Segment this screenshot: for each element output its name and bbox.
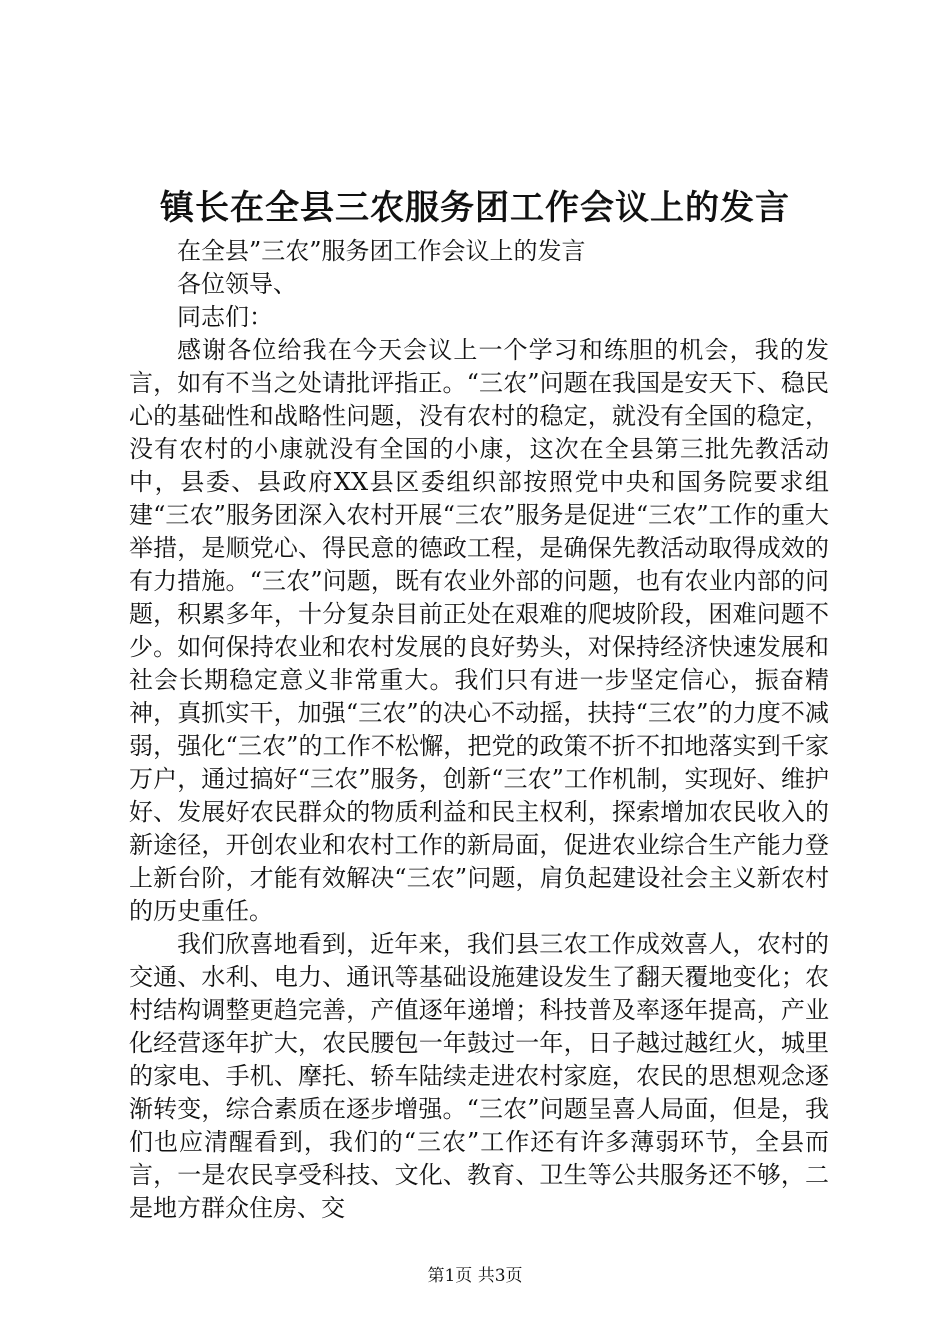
- document-title: 镇长在全县三农服务团工作会议上的发言: [160, 188, 790, 228]
- salutation-line: 各位领导、: [177, 270, 297, 298]
- salutation-line: 同志们：: [177, 303, 273, 331]
- body-paragraph: 感谢各位给我在今天会议上一个学习和练胆的机会，我的发言，如有不当之处请批评指正。“三农”问题在我国是安天下、稳民心的基础性和战略性问题，没有农村的稳定，就没有全国的稳定，没有农村的小康就没有全国的小康，这次在全县第三批先教活动中，县委、县政府XX县区委组织部按照党中央和国务院要求组建“三农”服务团深入农村开展“三农”服务是促进“三农”工作的重大举措，是顺党心、得民意的德政工程，是确保先教活动取得成效的有力措施。“三农”问题，既有农业外部的问题，也有农业内部的问题，积累多年，十分复杂目前正处在艰难的爬坡阶段，困难问题不少。如何保持农业和农村发展的良好势头，对保持经济快速发展和社会长期稳定意义非常重大。我们只有进一步坚定信心，振奋精神，真抓实干，加强“三农”的决心不动摇，扶持“三农”的力度不减弱，强化“三农”的工作不松懈，把党的政策不折不扣地落实到千家万户，通过搞好“三农”服务，创新“三农”工作机制，实现好、维护好、发展好农民群众的物质利益和民主权利，探索增加农民收入的新途径，开创农业和农村工作的新局面，促进农业综合生产能力登上新台阶，才能有效解决“三农”问题，肩负起建设社会主义新农村的历史重任。: [129, 336, 829, 925]
- document-body: [129, 235, 829, 1225]
- page-number: 第1页 共3页: [427, 1266, 523, 1286]
- body-paragraph: 我们欣喜地看到，近年来，我们县三农工作成效喜人，农村的交通、水利、电力、通讯等基础设施建设发生了翻天覆地变化；农村结构调整更趋完善，产值逐年递增；科技普及率逐年提高，产业化经营逐年扩大，农民腰包一年鼓过一年，日子越过越红火，城里的家电、手机、摩托、轿车陆续走进农村家庭，农民的思想观念逐渐转变，综合素质在逐步增强。“三农”问题呈喜人局面，但是，我们也应清醒看到，我们的“三农”工作还有许多薄弱环节，全县而言，一是农民享受科技、文化、教育、卫生等公共服务还不够，二是地方群众住房、交: [129, 930, 829, 1222]
- subtitle-line: 在全县”三农”服务团工作会议上的发言: [177, 237, 586, 265]
